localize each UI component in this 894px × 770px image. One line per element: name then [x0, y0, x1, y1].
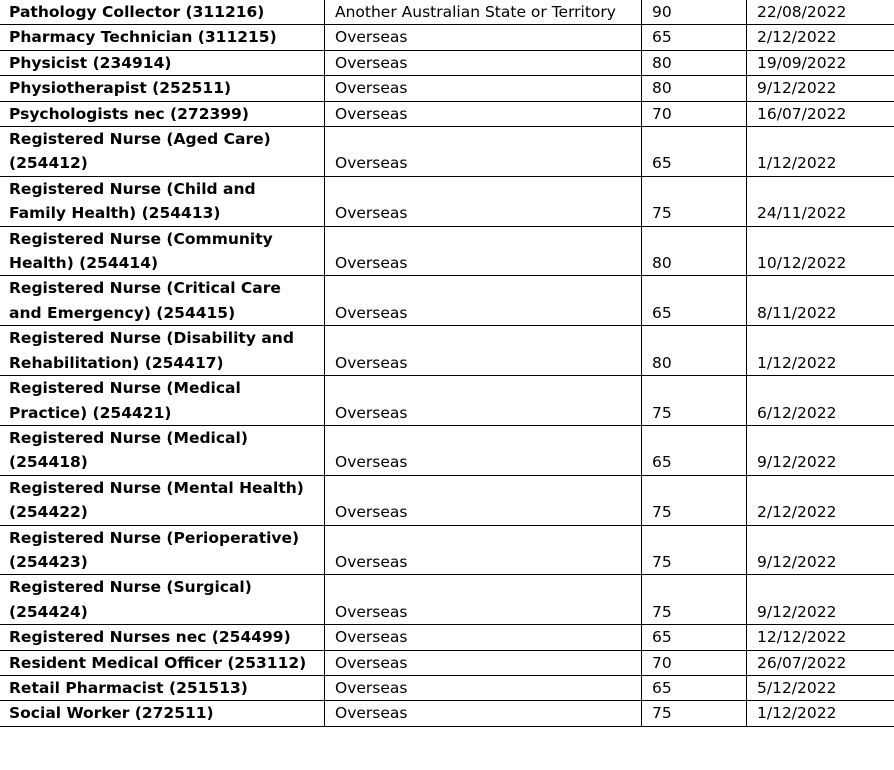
- occupation-cell: Registered Nurse (Mental Health) (254422): [0, 475, 325, 525]
- date-cell: 5/12/2022: [747, 675, 894, 700]
- occupation-cell: Registered Nurse (Perioperative) (254423): [0, 525, 325, 575]
- points-cell: 80: [642, 226, 747, 276]
- points-cell: 70: [642, 101, 747, 126]
- occupation-cell: Registered Nurse (Community Health) (254414): [0, 226, 325, 276]
- date-cell: 16/07/2022: [747, 101, 894, 126]
- table-row: [0, 127, 894, 177]
- table-row: [0, 326, 894, 376]
- table-row: [0, 176, 894, 226]
- occupation-cell: Retail Pharmacist (251513): [0, 675, 325, 700]
- table-row: [0, 76, 894, 101]
- date-cell: 6/12/2022: [747, 376, 894, 426]
- location-cell: Overseas: [325, 475, 642, 525]
- occupation-cell: Registered Nurse (Child and Family Health) (254413): [0, 176, 325, 226]
- date-cell: 12/12/2022: [747, 625, 894, 650]
- occupation-cell: Resident Medical Officer (253112): [0, 650, 325, 675]
- location-cell: Overseas: [325, 76, 642, 101]
- date-cell: 1/12/2022: [747, 127, 894, 177]
- location-cell: Overseas: [325, 176, 642, 226]
- occupation-cell: Pharmacy Technician (311215): [0, 25, 325, 50]
- occupation-cell: Physiotherapist (252511): [0, 76, 325, 101]
- points-cell: 75: [642, 176, 747, 226]
- points-cell: 80: [642, 50, 747, 75]
- table-row: [0, 425, 894, 475]
- points-cell: 70: [642, 650, 747, 675]
- occupation-cell: Registered Nurse (Surgical) (254424): [0, 575, 325, 625]
- table-row: [0, 575, 894, 625]
- table-row: [0, 25, 894, 50]
- location-cell: Overseas: [325, 525, 642, 575]
- date-cell: 1/12/2022: [747, 326, 894, 376]
- occupation-cell: Registered Nurses nec (254499): [0, 625, 325, 650]
- occupation-cell: Registered Nurse (Aged Care) (254412): [0, 127, 325, 177]
- location-cell: Overseas: [325, 101, 642, 126]
- points-cell: 75: [642, 575, 747, 625]
- location-cell: Another Australian State or Territory: [325, 0, 642, 25]
- date-cell: 22/08/2022: [747, 0, 894, 25]
- points-cell: 75: [642, 701, 747, 726]
- points-cell: 65: [642, 425, 747, 475]
- table-row: [0, 226, 894, 276]
- date-cell: 26/07/2022: [747, 650, 894, 675]
- date-cell: 9/12/2022: [747, 525, 894, 575]
- date-cell: 19/09/2022: [747, 50, 894, 75]
- date-cell: 9/12/2022: [747, 425, 894, 475]
- location-cell: Overseas: [325, 575, 642, 625]
- table-row: [0, 50, 894, 75]
- points-cell: 75: [642, 376, 747, 426]
- points-cell: 75: [642, 475, 747, 525]
- location-cell: Overseas: [325, 25, 642, 50]
- points-cell: 65: [642, 675, 747, 700]
- occupation-cell: Pathology Collector (311216): [0, 0, 325, 25]
- occupation-cell: Psychologists nec (272399): [0, 101, 325, 126]
- table-row: [0, 101, 894, 126]
- table-row: [0, 675, 894, 700]
- points-cell: 65: [642, 25, 747, 50]
- table-row: [0, 376, 894, 426]
- table-row: [0, 0, 894, 25]
- date-cell: 24/11/2022: [747, 176, 894, 226]
- points-cell: 90: [642, 0, 747, 25]
- location-cell: Overseas: [325, 127, 642, 177]
- occupation-cell: Registered Nurse (Medical Practice) (254421): [0, 376, 325, 426]
- occupation-cell: Registered Nurse (Disability and Rehabilitation) (254417): [0, 326, 325, 376]
- location-cell: Overseas: [325, 625, 642, 650]
- location-cell: Overseas: [325, 376, 642, 426]
- points-cell: 80: [642, 76, 747, 101]
- date-cell: 8/11/2022: [747, 276, 894, 326]
- date-cell: 9/12/2022: [747, 76, 894, 101]
- points-cell: 75: [642, 525, 747, 575]
- date-cell: 2/12/2022: [747, 25, 894, 50]
- date-cell: 1/12/2022: [747, 701, 894, 726]
- location-cell: Overseas: [325, 50, 642, 75]
- table-row: [0, 475, 894, 525]
- location-cell: Overseas: [325, 650, 642, 675]
- table-row: [0, 276, 894, 326]
- location-cell: Overseas: [325, 701, 642, 726]
- table-row: [0, 701, 894, 726]
- occupation-cell: Registered Nurse (Critical Care and Emergency) (254415): [0, 276, 325, 326]
- occupation-cell: Social Worker (272511): [0, 701, 325, 726]
- points-cell: 80: [642, 326, 747, 376]
- location-cell: Overseas: [325, 675, 642, 700]
- occupation-cell: Registered Nurse (Medical) (254418): [0, 425, 325, 475]
- date-cell: 10/12/2022: [747, 226, 894, 276]
- table-row: [0, 625, 894, 650]
- points-cell: 65: [642, 276, 747, 326]
- location-cell: Overseas: [325, 226, 642, 276]
- table-row: [0, 650, 894, 675]
- occupation-cell: Physicist (234914): [0, 50, 325, 75]
- location-cell: Overseas: [325, 276, 642, 326]
- location-cell: Overseas: [325, 326, 642, 376]
- date-cell: 9/12/2022: [747, 575, 894, 625]
- table-row: [0, 525, 894, 575]
- points-cell: 65: [642, 127, 747, 177]
- points-cell: 65: [642, 625, 747, 650]
- date-cell: 2/12/2022: [747, 475, 894, 525]
- location-cell: Overseas: [325, 425, 642, 475]
